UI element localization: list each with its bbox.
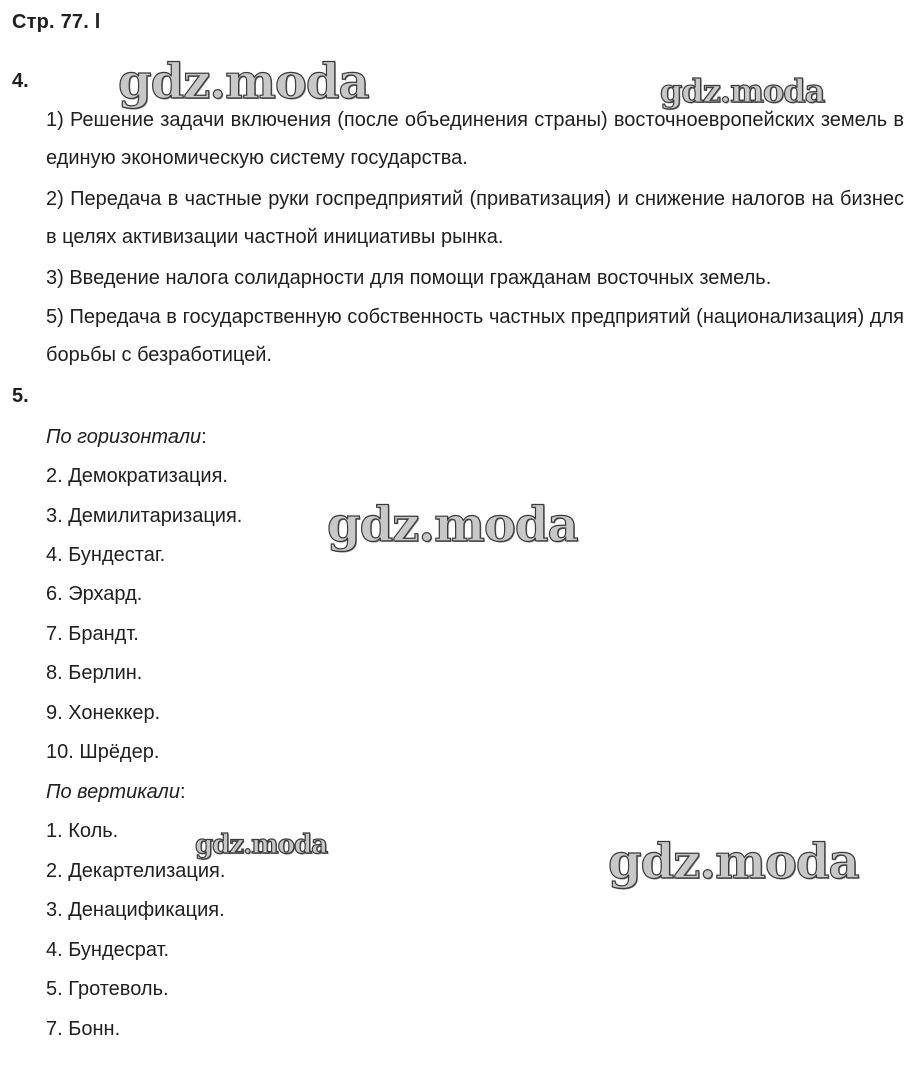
horizontal-item: 6. Эрхард. — [46, 583, 143, 605]
vertical-item: 1. Коль. — [46, 820, 119, 842]
horizontal-item: 4. Бундестаг. — [46, 544, 166, 566]
task-4-item-1: 1) Решение задачи включения (после объединения страны) восточноевропейских земель в единую экономическую систему государства. — [46, 109, 904, 169]
task-4-number: 4. — [12, 70, 29, 92]
horizontal-item: 9. Хонеккер. — [46, 702, 161, 724]
vertical-heading: По вертикали: — [46, 781, 186, 803]
task-4-item-3: 3) Введение налога солидарности для помощи гражданам восточных земель. — [46, 267, 772, 289]
vertical-item: 3. Денацификация. — [46, 899, 225, 921]
horizontal-heading: По горизонтали: — [46, 426, 207, 448]
watermark-logo: gdz.moda — [327, 497, 578, 553]
watermark-logo: gdz.moda — [118, 54, 369, 110]
watermark-logo: gdz.moda — [608, 834, 859, 890]
vertical-item: 7. Бонн. — [46, 1018, 121, 1040]
watermark-logo: gdz.moda — [660, 72, 825, 110]
vertical-item: 5. Гротеволь. — [46, 978, 169, 1000]
horizontal-item: 3. Демилитаризация. — [46, 505, 243, 527]
vertical-item: 4. Бундесрат. — [46, 939, 170, 961]
task-5-number: 5. — [12, 385, 29, 407]
horizontal-label: По горизонтали — [46, 426, 202, 448]
page-heading: Стр. 77. l — [12, 11, 101, 33]
task-4-item-4: 5) Передача в государственную собственность частных предприятий (национализация) для борьбы с безработицей. — [46, 306, 904, 366]
horizontal-item: 7. Брандт. — [46, 623, 139, 645]
horizontal-item: 8. Берлин. — [46, 662, 143, 684]
horizontal-item: 10. Шрёдер. — [46, 741, 160, 763]
horizontal-item: 2. Демократизация. — [46, 465, 228, 487]
vertical-item: 2. Декартелизация. — [46, 860, 226, 882]
task-4-item-2: 2) Передача в частные руки госпредприятий (приватизация) и снижение налогов на бизнес в целях активизации частной инициативы рынка. — [46, 188, 904, 248]
watermark-logo: gdz.moda — [195, 830, 328, 860]
vertical-label: По вертикали — [46, 781, 180, 803]
